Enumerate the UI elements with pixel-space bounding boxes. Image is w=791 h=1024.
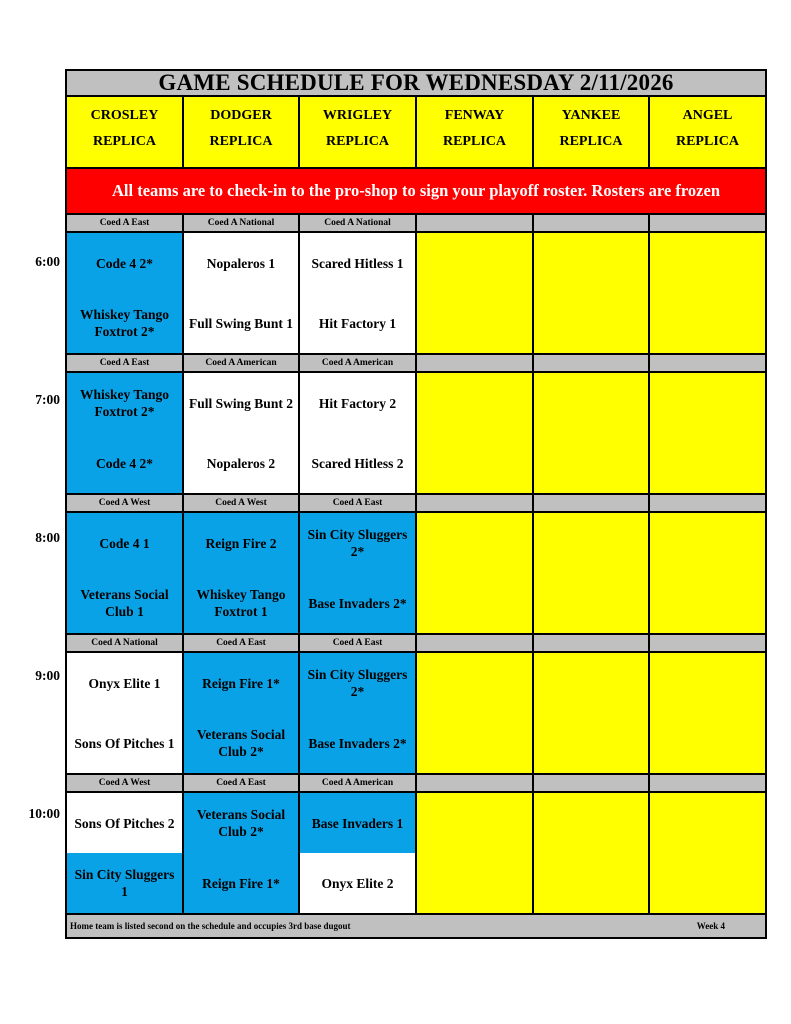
field-header-crosley bbox=[67, 97, 184, 167]
division-label bbox=[650, 495, 765, 511]
time-slot-block bbox=[67, 373, 765, 495]
division-label bbox=[650, 775, 765, 791]
game-cell bbox=[67, 233, 184, 353]
away-team: Scared Hitless 1 bbox=[300, 233, 415, 293]
division-label: Coed A East bbox=[67, 355, 184, 371]
game-cell bbox=[300, 373, 417, 493]
field-sub: REPLICA bbox=[92, 134, 156, 149]
division-label: Coed A National bbox=[184, 215, 300, 231]
division-label: Coed A East bbox=[300, 635, 417, 651]
field-sub: REPLICA bbox=[675, 134, 739, 149]
away-team: Nopaleros 1 bbox=[184, 233, 298, 293]
division-label bbox=[417, 635, 534, 651]
game-cell bbox=[300, 513, 417, 633]
field-name: ANGEL bbox=[682, 108, 733, 123]
game-cell bbox=[184, 793, 300, 913]
field-name: CROSLEY bbox=[90, 108, 159, 123]
division-label: Coed A National bbox=[300, 215, 417, 231]
time-slot-block bbox=[67, 653, 765, 775]
field-name: WRIGLEY bbox=[322, 108, 393, 123]
division-label bbox=[534, 635, 650, 651]
away-team: Whiskey Tango Foxtrot 2* bbox=[67, 373, 182, 433]
field-header-dodger bbox=[184, 97, 300, 167]
division-label: Coed A West bbox=[184, 495, 300, 511]
division-label: Coed A West bbox=[67, 775, 184, 791]
field-header-angel bbox=[650, 97, 765, 167]
time-slot-block bbox=[67, 793, 765, 915]
open-field-cell bbox=[650, 373, 765, 493]
open-field-cell bbox=[534, 373, 650, 493]
home-team: Onyx Elite 2 bbox=[300, 853, 415, 913]
time-label: 9:00 bbox=[35, 668, 60, 683]
announcement-banner: All teams are to check-in to the pro-shop to sign your playoff roster. Rosters are frozen bbox=[67, 169, 765, 215]
open-field-cell bbox=[417, 373, 534, 493]
home-team: Base Invaders 2* bbox=[300, 713, 415, 773]
home-team: Full Swing Bunt 1 bbox=[184, 293, 298, 353]
away-team: Hit Factory 2 bbox=[300, 373, 415, 433]
game-cell bbox=[184, 653, 300, 773]
division-label bbox=[534, 215, 650, 231]
home-team: Whiskey Tango Foxtrot 2* bbox=[67, 293, 182, 353]
open-field-cell bbox=[534, 513, 650, 633]
division-label bbox=[650, 355, 765, 371]
field-sub: REPLICA bbox=[442, 134, 506, 149]
game-cell bbox=[67, 653, 184, 773]
time-label: 8:00 bbox=[35, 530, 60, 545]
division-row bbox=[67, 355, 765, 373]
open-field-cell bbox=[650, 233, 765, 353]
home-team: Base Invaders 2* bbox=[300, 573, 415, 633]
time-slots bbox=[67, 215, 765, 915]
time-label: 10:00 bbox=[28, 806, 60, 821]
division-label: Coed A West bbox=[67, 495, 184, 511]
home-team: Reign Fire 1* bbox=[184, 853, 298, 913]
away-team: Sin City Sluggers 2* bbox=[300, 653, 415, 713]
division-label: Coed A East bbox=[184, 635, 300, 651]
time-slot-block bbox=[67, 233, 765, 355]
game-cell bbox=[300, 793, 417, 913]
open-field-cell bbox=[650, 653, 765, 773]
schedule-title: GAME SCHEDULE FOR WEDNESDAY 2/11/2026 bbox=[67, 71, 765, 97]
field-name: DODGER bbox=[210, 108, 272, 123]
division-row bbox=[67, 775, 765, 793]
game-cell bbox=[184, 233, 300, 353]
division-label: Coed A National bbox=[67, 635, 184, 651]
home-team: Sons Of Pitches 1 bbox=[67, 713, 182, 773]
home-team: Whiskey Tango Foxtrot 1 bbox=[184, 573, 298, 633]
home-team: Nopaleros 2 bbox=[184, 433, 298, 493]
schedule-footer bbox=[67, 915, 765, 937]
footer-note: Home team is listed second on the schedule and occupies 3rd base dugout bbox=[70, 921, 351, 931]
game-cell bbox=[184, 513, 300, 633]
open-field-cell bbox=[534, 653, 650, 773]
game-cell bbox=[67, 793, 184, 913]
division-label bbox=[650, 635, 765, 651]
field-sub: REPLICA bbox=[325, 134, 389, 149]
home-team: Veterans Social Club 2* bbox=[184, 713, 298, 773]
open-field-cell bbox=[534, 793, 650, 913]
field-header-yankee bbox=[534, 97, 650, 167]
time-label: 6:00 bbox=[35, 254, 60, 269]
open-field-cell bbox=[417, 513, 534, 633]
open-field-cell bbox=[650, 513, 765, 633]
field-name: YANKEE bbox=[561, 108, 621, 123]
division-label bbox=[417, 355, 534, 371]
field-header-wrigley bbox=[300, 97, 417, 167]
away-team: Sin City Sluggers 2* bbox=[300, 513, 415, 573]
division-label: Coed A American bbox=[300, 355, 417, 371]
division-row bbox=[67, 215, 765, 233]
away-team: Code 4 1 bbox=[67, 513, 182, 573]
away-team: Reign Fire 2 bbox=[184, 513, 298, 573]
field-sub: REPLICA bbox=[559, 134, 623, 149]
away-team: Onyx Elite 1 bbox=[67, 653, 182, 713]
field-header-fenway bbox=[417, 97, 534, 167]
open-field-cell bbox=[417, 233, 534, 353]
game-cell bbox=[184, 373, 300, 493]
division-label: Coed A American bbox=[184, 355, 300, 371]
division-label bbox=[534, 775, 650, 791]
field-header-row bbox=[67, 97, 765, 169]
division-label bbox=[417, 495, 534, 511]
division-row bbox=[67, 635, 765, 653]
open-field-cell bbox=[534, 233, 650, 353]
game-cell bbox=[67, 373, 184, 493]
open-field-cell bbox=[417, 653, 534, 773]
open-field-cell bbox=[650, 793, 765, 913]
away-team: Reign Fire 1* bbox=[184, 653, 298, 713]
field-name: FENWAY bbox=[444, 108, 505, 123]
time-label: 7:00 bbox=[35, 392, 60, 407]
division-row bbox=[67, 495, 765, 513]
away-team: Code 4 2* bbox=[67, 233, 182, 293]
week-label: Week 4 bbox=[696, 921, 725, 931]
division-label: Coed A East bbox=[67, 215, 184, 231]
schedule-sheet bbox=[65, 69, 767, 939]
division-label: Coed A American bbox=[300, 775, 417, 791]
division-label: Coed A East bbox=[184, 775, 300, 791]
time-slot-block bbox=[67, 513, 765, 635]
away-team: Full Swing Bunt 2 bbox=[184, 373, 298, 433]
division-label bbox=[650, 215, 765, 231]
away-team: Base Invaders 1 bbox=[300, 793, 415, 853]
division-label: Coed A East bbox=[300, 495, 417, 511]
game-cell bbox=[300, 233, 417, 353]
division-label bbox=[417, 775, 534, 791]
home-team: Sin City Sluggers 1 bbox=[67, 853, 182, 913]
division-label bbox=[534, 495, 650, 511]
home-team: Hit Factory 1 bbox=[300, 293, 415, 353]
home-team: Veterans Social Club 1 bbox=[67, 573, 182, 633]
away-team: Veterans Social Club 2* bbox=[184, 793, 298, 853]
game-cell bbox=[300, 653, 417, 773]
division-label bbox=[417, 215, 534, 231]
home-team: Code 4 2* bbox=[67, 433, 182, 493]
away-team: Sons Of Pitches 2 bbox=[67, 793, 182, 853]
game-cell bbox=[67, 513, 184, 633]
home-team: Scared Hitless 2 bbox=[300, 433, 415, 493]
field-sub: REPLICA bbox=[209, 134, 273, 149]
division-label bbox=[534, 355, 650, 371]
open-field-cell bbox=[417, 793, 534, 913]
